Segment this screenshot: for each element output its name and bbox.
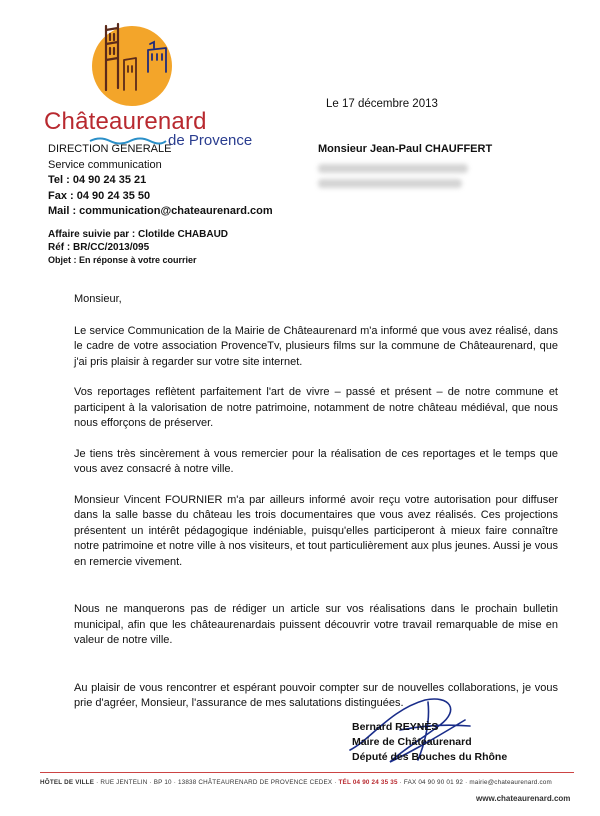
signature-block (352, 720, 507, 765)
body-paragraph: Monsieur Vincent FOURNIER m'a par ailleurs informé avoir reçu votre autorisation pour diffuser dans la salle basse du château les trois documentaires que vous avez réalisés. Ces projections présentent un intérêt pédagogique indéniable, puisqu'elles participeront à mieux faire connaître notre patrimoine et notre ville à nos visiteurs, et tout particulièrement aux plus jeunes. Aussi je vous en remercie vivement. (74, 493, 558, 568)
signatory-title: Député des Bouches du Rhône (352, 751, 508, 763)
sender-fax: Fax : 04 90 24 35 50 (48, 189, 151, 202)
sender-department: DIRECTION GENERALE (48, 143, 172, 155)
sender-block (48, 142, 273, 220)
recipient-block (318, 142, 492, 188)
letter-date: Le 17 décembre 2013 (326, 98, 438, 110)
footer-divider (40, 772, 574, 773)
sender-service: Service communication (48, 158, 162, 171)
sender-mail: Mail : communication@chateaurenard.com (48, 205, 273, 217)
footer-mail: mairie@chateaurenard.com (469, 779, 552, 786)
footer-hotel: HÔTEL DE VILLE (40, 779, 95, 786)
logo-town-name: Châteaurenard (44, 108, 207, 135)
signatory-name: Bernard REYNÈS (352, 721, 439, 733)
footer-address (40, 779, 580, 786)
signatory-title: Maire de Châteaurenard (352, 736, 472, 748)
sender-tel: Tel : 04 90 24 35 21 (48, 174, 147, 186)
body-paragraph: Le service Communication de la Mairie de Châteaurenard m'a informé que vous avez réalisé, dans le cadre de votre association ProvenceTv, plusieurs films sur la commune de Châteaurenard, que j'ai pris plaisir à regarder sur votre site internet. (74, 324, 558, 368)
castle-tower-icon (88, 20, 188, 100)
ref-object: Objet : En réponse à votre courrier (48, 255, 197, 265)
logo-subtitle: de Provence (168, 132, 253, 149)
reference-block (48, 228, 228, 267)
body-paragraph: Je tiens très sincèrement à vous remercier pour la réalisation de ces reportages et le temps que vous avez consacré à notre ville. (74, 447, 558, 475)
footer-tel: TÉL 04 90 24 35 35 (338, 779, 398, 786)
footer-street: · RUE JENTELIN · BP 10 · 13838 CHÂTEAURENARD DE PROVENCE CEDEX · (94, 779, 339, 786)
body-paragraph: Au plaisir de vous rencontrer et espérant pouvoir compter sur de nouvelles collaborations, je vous prie d'agréer, Monsieur, l'assurance de mes salutations distinguées. (74, 681, 558, 709)
ref-number: Réf : BR/CC/2013/095 (48, 242, 150, 253)
salutation: Monsieur, (74, 293, 122, 305)
redacted-address-line (318, 179, 462, 188)
recipient-name: Monsieur Jean-Paul CHAUFFERT (318, 143, 493, 155)
ref-affaire: Affaire suivie par : Clotilde CHABAUD (48, 229, 229, 240)
body-paragraph: Vos reportages reflètent parfaitement l'art de vivre – passé et présent – de notre commune et participent à la valorisation de notre patrimoine, notamment de notre château médiéval, que nous nous efforçons de préserver. (74, 386, 558, 429)
footer-fax: · FAX 04 90 90 01 92 · (397, 779, 470, 786)
body-paragraph: Nous ne manquerons pas de rédiger un article sur vos réalisations dans le prochain bulletin municipal, afin que les châteaurenardais puissent découvrir votre travail remarquable de mise en valeur de notre ville. (74, 603, 558, 646)
letter-body (74, 292, 558, 712)
footer-website: www.chateaurenard.com (476, 794, 571, 803)
redacted-address-line (318, 164, 468, 173)
